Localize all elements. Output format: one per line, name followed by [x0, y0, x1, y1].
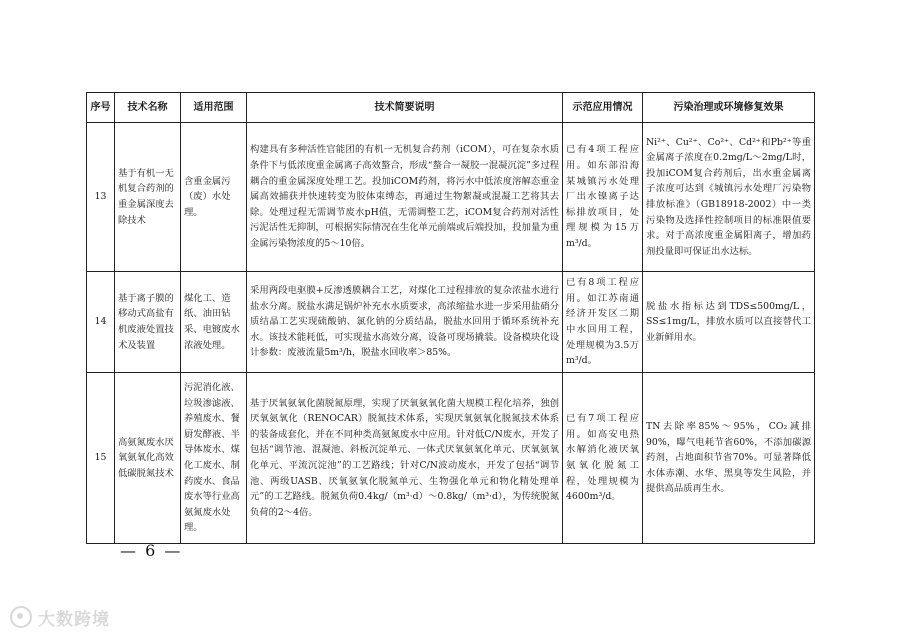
row-desc: 基于厌氧氨氧化菌脱氮原理，实现了厌氧氨氧化菌大规模工程化培养，独创厌氧氨氧化（RENOCAR）脱氮技术体系，实现厌氧氨氧化脱氮技术体系的装备成套化，并在不同种类高氨氮废水中应用。针对低C/N废水，开发了包括“调节池、混凝池、斜板沉淀单元、一体式厌氧氨氧化单元、厌氧氨氧化单元、平流沉淀池”的工艺路线；针对C/N波动废水，开发了包括“调节池、两级UASB、厌氧氨氧化脱氮单元、生物强化单元和物化精处理单元”的工艺路线。脱氮负荷0.4kg/（m³·d）～0.8kg/（m³·d），为传统脱氮负荷的2～4倍。 [247, 373, 563, 544]
technology-table [86, 92, 815, 544]
watermark [10, 604, 110, 630]
table-row [87, 272, 815, 373]
row-name: 基于离子膜的移动式高盐有机废液处置技术及装置 [115, 272, 181, 373]
row-desc: 构建具有多种活性官能团的有机一无机复合药剂（iCOM），可在复杂水质条件下与低浓度重金属离子高效螯合，形成“螯合一凝胶一混凝沉淀”多过程耦合的重金属深度处理工艺。投加iCOM药剂，将污水中低浓度溶解态重金属高效捕获并快速转变为胶体束缚态，再通过生物絮凝或混凝工艺将其去除。处理过程无需调节废水pH值，无需调整工艺，iCOM复合药剂对活性污泥活性无抑制，可根据实际情况在生化单元前端或后端投加，投加量为重金属污染物浓度的5～10倍。 [247, 123, 563, 272]
header-no: 序号 [87, 93, 115, 123]
table-row [87, 373, 815, 544]
row-name: 基于有机一无机复合药剂的重金属深度去除技术 [115, 123, 181, 272]
row-demo: 已有4项工程应用。如东部沿海某城镇污水处理厂出水镍离子达标排放项目，处理规模为15万m³/d。 [563, 123, 643, 272]
header-desc: 技术简要说明 [247, 93, 563, 123]
row-effect: Ni²⁺、Cu²⁺、Co²⁺、Cd²⁺和Pb²⁺等重金属离子浓度在0.2mg/L～2mg/L时，投加iCOM复合药剂后，出水重金属离子浓度可达到《城镇污水处理厂污染物排放标准》（GB18918-2002）中一类污染物及选择性控制项目的标准限值要求。对于高浓度重金属阳离子，增加药剂投量即可保证出水达标。 [643, 123, 815, 272]
row-scope: 含重金属污（废）水处理。 [181, 123, 247, 272]
header-effect: 污染治理或环境修复效果 [643, 93, 815, 123]
row-no: 13 [87, 123, 115, 272]
row-no: 14 [87, 272, 115, 373]
row-name: 高氨氮废水厌氧氨氧化高效低碳脱氮技术 [115, 373, 181, 544]
table-header-row [87, 93, 815, 123]
watermark-text: 大数跨境 [38, 609, 110, 630]
row-demo: 已有8项工程应用。如江苏南通经济开发区二期中水回用工程，处理规模为3.5万m³/d。 [563, 272, 643, 373]
row-no: 15 [87, 373, 115, 544]
row-demo: 已有7项工程应用。如高安电热水解消化液厌氧氨氧化脱氮工程，处理规模为4600m³/d。 [563, 373, 643, 544]
row-scope: 污泥消化液、垃圾渗滤液、养殖废水、餐厨发酵液、半导体废水、煤化工废水、制药废水、食品废水等行业高氨氮废水处理。 [181, 373, 247, 544]
circle-logo-icon [10, 606, 32, 628]
row-desc: 采用两段电驱膜+反渗透膜耦合工艺，对煤化工过程排放的复杂浓盐水进行盐水分离。脱盐水满足锅炉补充水水质要求，高浓缩盐水进一步采用盐硝分质结晶工艺实现硫酸钠、氯化钠的分质结晶，脱盐水回用于循环系统补充水。该技术能耗低，可实现盐水高效分离，设备可现场撬装。设备模块化设计参数：废液流量5m³/h，脱盐水回收率＞85%。 [247, 272, 563, 373]
page-number: — 6 — [120, 541, 183, 560]
header-demo: 示范应用情况 [563, 93, 643, 123]
header-scope: 适用范围 [181, 93, 247, 123]
row-effect: TN去除率85%～95%，CO₂减排90%，曝气电耗节省60%，不添加碳源药剂，占地面积节省70%。可显著降低水体赤潮、水华、黑臭等发生风险，并提供高品质再生水。 [643, 373, 815, 544]
row-scope: 煤化工、造纸、油田钻采、电镀废水浓液处理。 [181, 272, 247, 373]
header-name: 技术名称 [115, 93, 181, 123]
table-row [87, 123, 815, 272]
row-effect: 脱盐水指标达到TDS≤500mg/L，SS≤1mg/L，排放水质可以直接替代工业新鲜用水。 [643, 272, 815, 373]
